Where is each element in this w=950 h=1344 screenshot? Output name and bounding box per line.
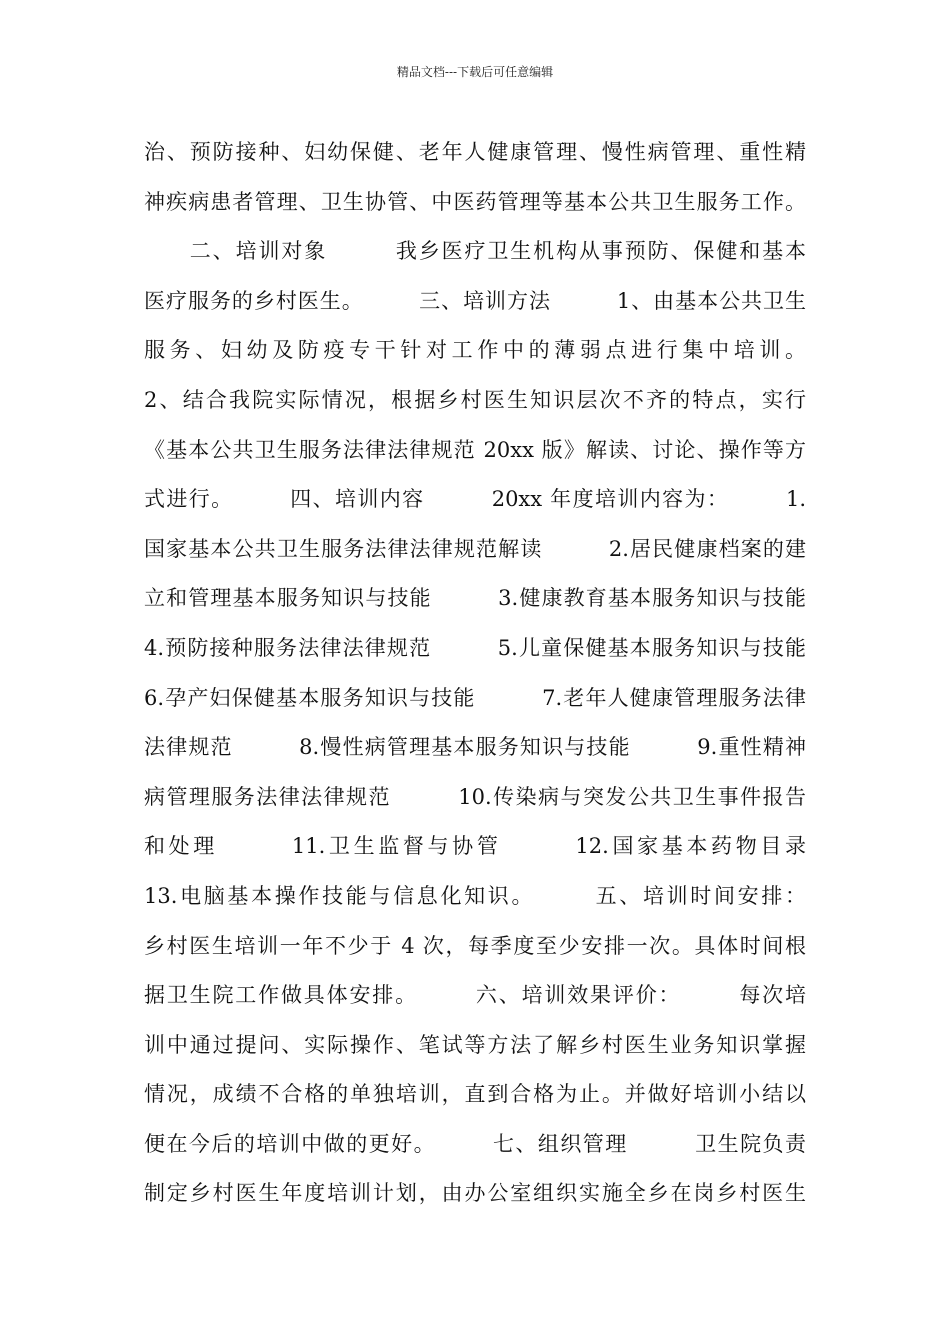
text-line: 制定乡村医生年度培训计划，由办公室组织实施全乡在岗乡村医生 <box>144 1181 806 1206</box>
text-line: 国家基本公共卫生服务法律法律规范解读 2.居民健康档案的建 <box>144 536 806 561</box>
text-line: 据卫生院工作做具体安排。 六、培训效果评价： 每次培 <box>144 983 806 1008</box>
text-line: 6.孕产妇保健基本服务知识与技能 7.老年人健康管理服务法律 <box>144 685 806 710</box>
text-line: 2、结合我院实际情况，根据乡村医生知识层次不齐的特点，实行 <box>144 387 806 412</box>
text-line: 便在今后的培训中做的更好。 七、组织管理 卫生院负责 <box>144 1131 806 1156</box>
document-body <box>144 128 806 1219</box>
text-line: 立和管理基本服务知识与技能 3.健康教育基本服务知识与技能 <box>144 586 806 611</box>
text-line: 神疾病患者管理、卫生协管、中医药管理等基本公共卫生服务工作。 <box>144 189 806 214</box>
text-line: 13.电脑基本操作技能与信息化知识。 五、培训时间安排： <box>144 883 806 908</box>
text-line: 服务、妇幼及防疫专干针对工作中的薄弱点进行集中培训。 <box>144 338 806 363</box>
text-line: 训中通过提问、实际操作、笔试等方法了解乡村医生业务知识掌握 <box>144 1032 806 1057</box>
text-line: 医疗服务的乡村医生。 三、培训方法 1、由基本公共卫生 <box>144 288 806 313</box>
text-line: 病管理服务法律法律规范 10.传染病与突发公共卫生事件报告 <box>144 784 806 809</box>
text-line: 《基本公共卫生服务法律法律规范 20xx 版》解读、讨论、操作等方 <box>144 437 806 462</box>
text-line: 4.预防接种服务法律法律规范 5.儿童保健基本服务知识与技能 <box>144 635 806 660</box>
text-line: 情况，成绩不合格的单独培训，直到合格为止。并做好培训小结以 <box>144 1082 806 1107</box>
text-line: 二、培训对象 我乡医疗卫生机构从事预防、保健和基本 <box>144 239 806 264</box>
page-header: 精品文档---下载后可任意编辑 <box>396 65 554 79</box>
text-line: 乡村医生培训一年不少于 4 次，每季度至少安排一次。具体时间根 <box>144 933 806 958</box>
text-line: 法律规范 8.慢性病管理基本服务知识与技能 9.重性精神 <box>144 735 806 760</box>
text-line: 治、预防接种、妇幼保健、老年人健康管理、慢性病管理、重性精 <box>144 140 806 164</box>
text-line: 式进行。 四、培训内容 20xx 年度培训内容为： 1. <box>144 487 806 512</box>
text-line: 和处理 11.卫生监督与协管 12.国家基本药物目录 <box>144 834 806 859</box>
